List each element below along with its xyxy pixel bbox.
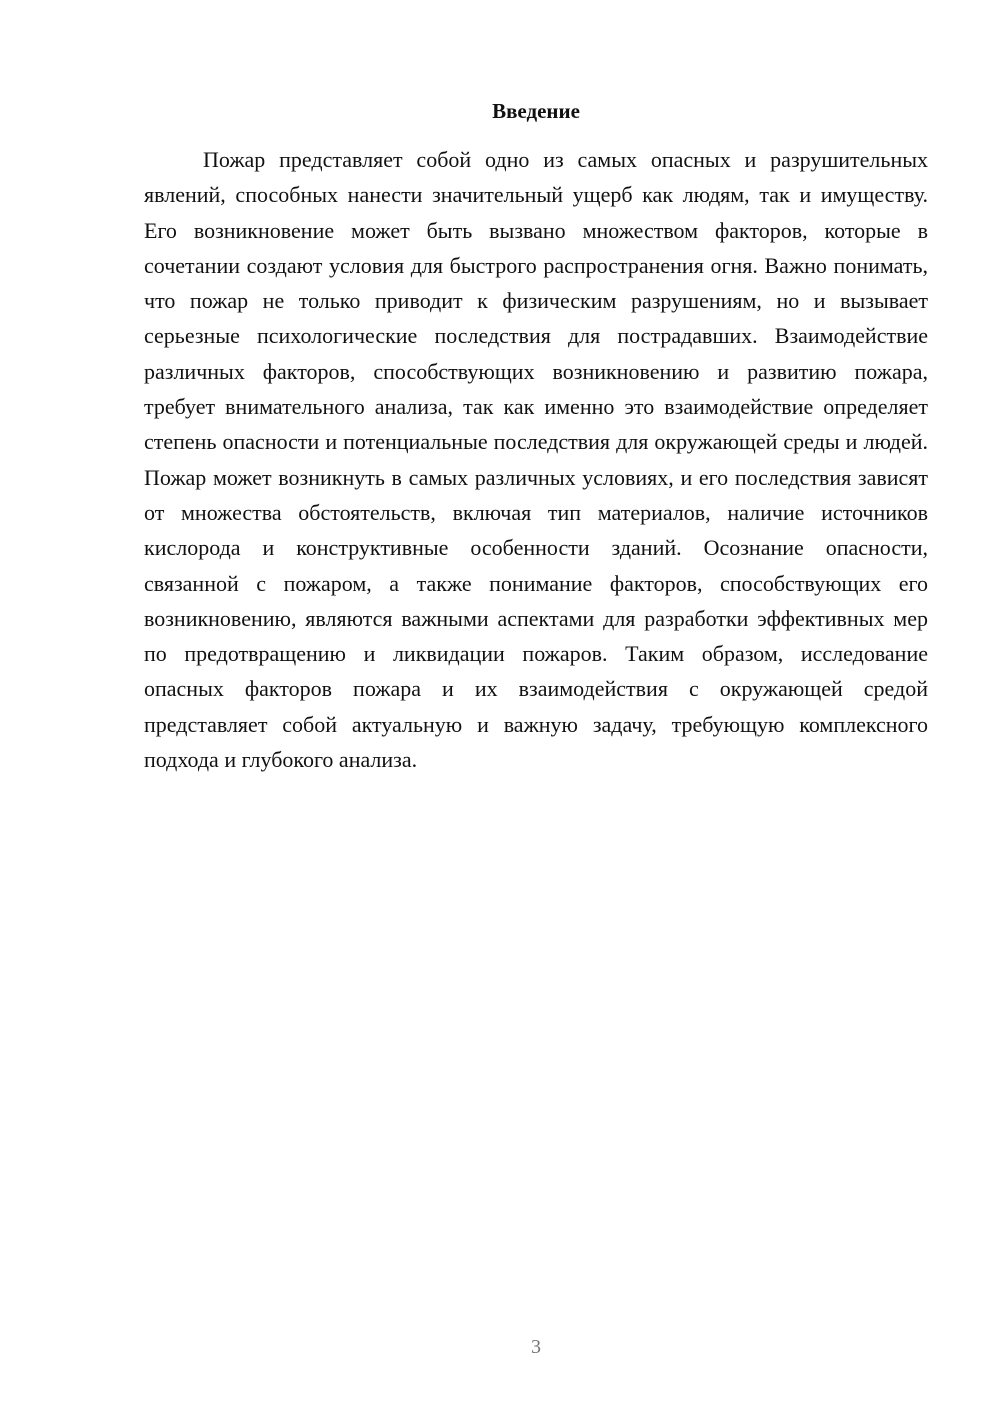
section-title: Введение [492, 99, 580, 123]
page-number: 3 [531, 1336, 541, 1358]
body-paragraph: Пожар представляет собой одно из самых опасных и разрушительных явлений, способных нанести значительный ущерб как людям, так и имуществу. Его возникновение может быть вызвано множеством факторов, которые в сочетании создают условия для быстрого распространения огня. Важно понимать, что пожар не только приводит к физическим разрушениям, но и вызывает серьезные психологические последствия для пострадавших. Взаимодействие различных факторов, способствующих возникновению и развитию пожара, требует внимательного анализа, так как именно это взаимодействие определяет степень опасности и потенциальные последствия для окружающей среды и людей. Пожар может возникнуть в самых различных условиях, и его последствия зависят от множества обстоятельств, включая тип материалов, наличие источников кислорода и конструктивные особенности зданий. Осознание опасности, связанной с пожаром, а также понимание факторов, способствующих его возникновению, являются важными аспектами для разработки эффективных мер по предотвращению и ликвидации пожаров. Таким образом, исследование опасных факторов пожара и их взаимодействия с окружающей средой представляет собой актуальную и важную задачу, требующую комплексного подхода и глубокого анализа. [144, 147, 928, 773]
